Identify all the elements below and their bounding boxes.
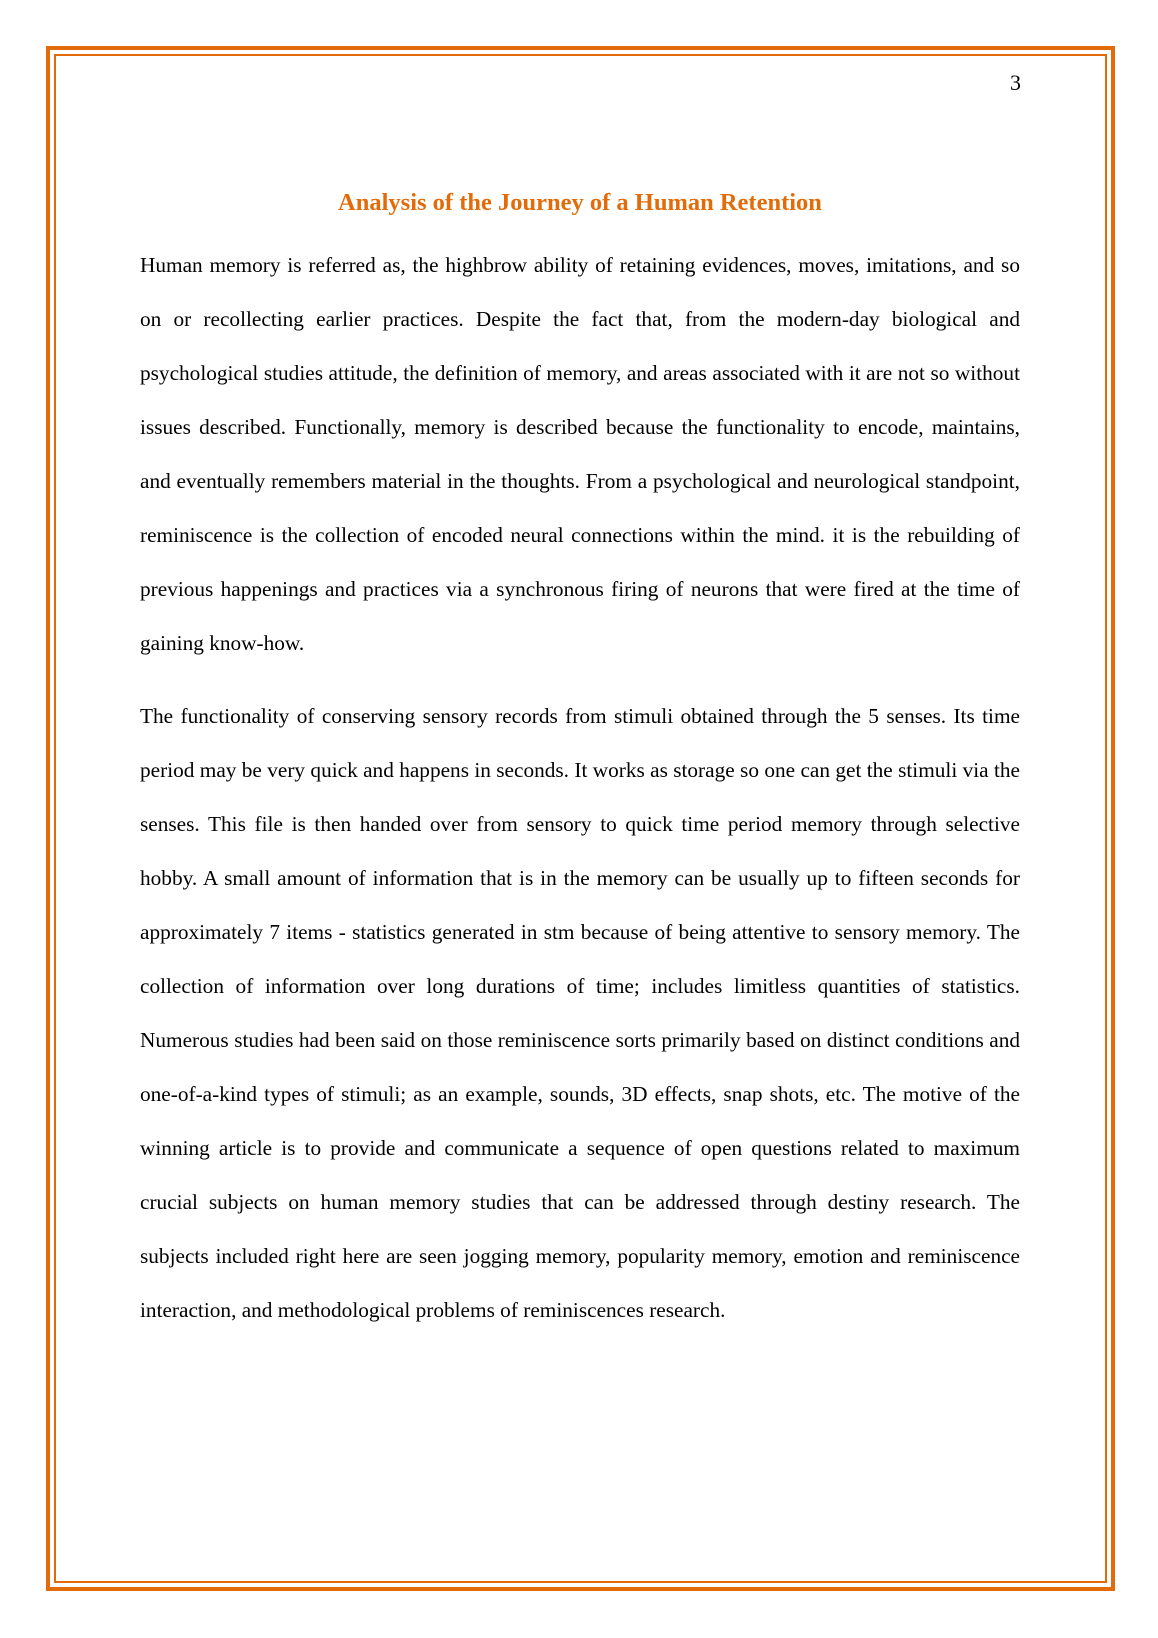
body-paragraph-2: The functionality of conserving sensory records from stimuli obtained through the 5 senses. Its time period may be very quick and happens in seconds. It works as storage so one can get the stimuli via the senses. This file is then handed over from sensory to quick time period memory through selective hobby. A small amount of information that is in the memory can be usually up to fifteen seconds for approximately 7 items - statistics generated in stm because of being attentive to sensory memory. The collection of information over long durations of time; includes limitless quantities of statistics. Numerous studies had been said on those reminiscence sorts primarily based on distinct conditions and one-of-a-kind types of stimuli; as an example, sounds, 3D effects, snap shots, etc. The motive of the winning article is to provide and communicate a sequence of open questions related to maximum crucial subjects on human memory studies that can be addressed through destiny research. The subjects included right here are seen jogging memory, popularity memory, emotion and reminiscence interaction, and methodological problems of reminiscences research. [140,704,1020,1322]
body-paragraph-1: Human memory is referred as, the highbrow ability of retaining evidences, moves, imitations, and so on or recollecting earlier practices. Despite the fact that, from the modern-day biological and psychological studies attitude, the definition of memory, and areas associated with it are not so without issues described. Functionally, memory is described because the functionality to encode, maintains, and eventually remembers material in the thoughts. From a psychological and neurological standpoint, reminiscence is the collection of encoded neural connections within the mind. it is the rebuilding of previous happenings and practices via a synchronous firing of neurons that were fired at the time of gaining know-how. [140,253,1020,655]
page-number: 3 [1010,70,1021,95]
document-title: Analysis of the Journey of a Human Retention [338,189,822,216]
